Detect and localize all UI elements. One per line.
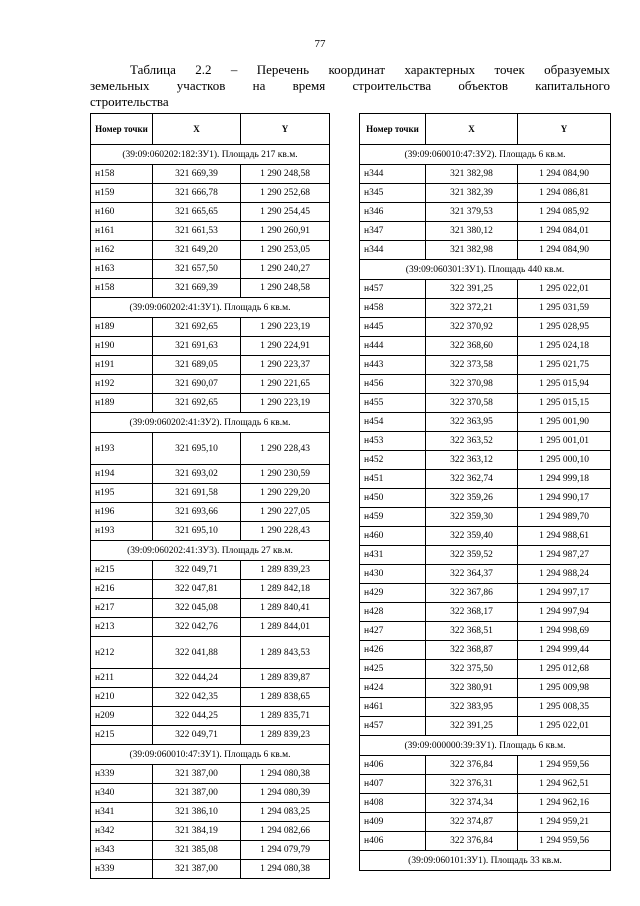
section-title: (39:09:000000:39:ЗУ1). Площадь 6 кв.м. [360, 736, 611, 756]
y-coordinate-cell: 1 294 084,90 [518, 165, 611, 184]
x-coordinate-cell: 321 387,00 [153, 784, 241, 803]
x-coordinate-cell: 322 370,98 [426, 375, 518, 394]
table-row [91, 803, 330, 822]
x-coordinate-cell: 321 382,98 [426, 241, 518, 260]
table-row [91, 279, 330, 298]
section-header-row [91, 745, 330, 765]
table-row [360, 584, 611, 603]
table-row [91, 484, 330, 503]
table-row [91, 260, 330, 279]
table-row [360, 222, 611, 241]
y-coordinate-cell: 1 295 021,75 [518, 356, 611, 375]
table-row [360, 775, 611, 794]
table-row [91, 784, 330, 803]
table-row [91, 184, 330, 203]
point-number-cell: н339 [91, 765, 153, 784]
y-coordinate-cell: 1 289 844,01 [241, 618, 330, 637]
table-row [360, 565, 611, 584]
caption-line: земельных участков на время строительства объектов капитального [90, 78, 610, 93]
table-row [91, 841, 330, 860]
x-coordinate-cell: 322 373,58 [426, 356, 518, 375]
x-coordinate-cell: 321 693,02 [153, 465, 241, 484]
y-coordinate-cell: 1 294 083,25 [241, 803, 330, 822]
x-coordinate-cell: 322 362,74 [426, 470, 518, 489]
y-coordinate-cell: 1 289 835,71 [241, 707, 330, 726]
point-number-cell: н452 [360, 451, 426, 470]
point-number-cell: н451 [360, 470, 426, 489]
table-row [360, 432, 611, 451]
y-coordinate-cell: 1 294 079,79 [241, 841, 330, 860]
y-coordinate-cell: 1 289 843,53 [241, 637, 330, 669]
y-coordinate-cell: 1 290 228,43 [241, 522, 330, 541]
section-title: (39:09:060202:41:ЗУ2). Площадь 6 кв.м. [91, 413, 330, 433]
table-row [360, 794, 611, 813]
point-number-cell: н409 [360, 813, 426, 832]
x-coordinate-cell: 321 691,58 [153, 484, 241, 503]
point-number-cell: н347 [360, 222, 426, 241]
table-row [360, 489, 611, 508]
table-row [91, 241, 330, 260]
x-coordinate-cell: 322 383,95 [426, 698, 518, 717]
x-coordinate-cell: 322 368,17 [426, 603, 518, 622]
point-number-cell: н216 [91, 580, 153, 599]
table-row [91, 433, 330, 465]
table-row [360, 717, 611, 736]
point-number-cell: н428 [360, 603, 426, 622]
point-number-cell: н429 [360, 584, 426, 603]
point-number-cell: н459 [360, 508, 426, 527]
x-coordinate-cell: 321 649,20 [153, 241, 241, 260]
y-coordinate-cell: 1 294 962,51 [518, 775, 611, 794]
y-coordinate-cell: 1 290 229,20 [241, 484, 330, 503]
y-coordinate-cell: 1 294 080,38 [241, 765, 330, 784]
y-coordinate-cell: 1 294 085,92 [518, 203, 611, 222]
y-coordinate-cell: 1 290 252,68 [241, 184, 330, 203]
y-coordinate-cell: 1 289 842,18 [241, 580, 330, 599]
table-row [360, 641, 611, 660]
section-header-row [360, 851, 611, 871]
x-coordinate-cell: 322 391,25 [426, 280, 518, 299]
y-coordinate-cell: 1 294 997,17 [518, 584, 611, 603]
y-coordinate-cell: 1 295 015,15 [518, 394, 611, 413]
point-number-cell: н444 [360, 337, 426, 356]
table-row [91, 203, 330, 222]
section-title: (39:09:060301:ЗУ1). Площадь 440 кв.м. [360, 260, 611, 280]
point-number-cell: н196 [91, 503, 153, 522]
point-number-cell: н159 [91, 184, 153, 203]
point-number-cell: н193 [91, 522, 153, 541]
x-coordinate-cell: 321 385,08 [153, 841, 241, 860]
table-row [360, 546, 611, 565]
y-coordinate-cell: 1 294 999,18 [518, 470, 611, 489]
table-row [91, 503, 330, 522]
table-header-row [91, 114, 330, 145]
x-coordinate-cell: 321 387,00 [153, 765, 241, 784]
point-number-cell: н445 [360, 318, 426, 337]
point-number-cell: н215 [91, 561, 153, 580]
x-coordinate-cell: 322 049,71 [153, 561, 241, 580]
x-coordinate-cell: 322 370,92 [426, 318, 518, 337]
x-coordinate-cell: 321 379,53 [426, 203, 518, 222]
table-row [360, 356, 611, 375]
y-coordinate-cell: 1 294 988,61 [518, 527, 611, 546]
table-row [360, 375, 611, 394]
point-number-cell: н209 [91, 707, 153, 726]
y-coordinate-cell: 1 290 224,91 [241, 337, 330, 356]
y-coordinate-cell: 1 295 012,68 [518, 660, 611, 679]
point-number-cell: н194 [91, 465, 153, 484]
x-coordinate-cell: 321 382,39 [426, 184, 518, 203]
x-coordinate-cell: 322 044,24 [153, 669, 241, 688]
x-coordinate-cell: 321 386,10 [153, 803, 241, 822]
y-coordinate-cell: 1 294 084,01 [518, 222, 611, 241]
y-coordinate-cell: 1 290 221,65 [241, 375, 330, 394]
table-row [91, 765, 330, 784]
point-number-cell: н408 [360, 794, 426, 813]
point-number-cell: н215 [91, 726, 153, 745]
x-coordinate-cell: 322 370,58 [426, 394, 518, 413]
table-row [360, 679, 611, 698]
y-coordinate-cell: 1 294 959,56 [518, 832, 611, 851]
section-header-row [91, 413, 330, 433]
point-number-cell: н158 [91, 279, 153, 298]
x-coordinate-cell: 321 669,39 [153, 279, 241, 298]
table-row [91, 726, 330, 745]
point-number-cell: н431 [360, 546, 426, 565]
table-row [91, 222, 330, 241]
y-coordinate-cell: 1 295 022,01 [518, 280, 611, 299]
table-row [91, 561, 330, 580]
y-coordinate-cell: 1 295 001,90 [518, 413, 611, 432]
y-coordinate-cell: 1 294 086,81 [518, 184, 611, 203]
point-number-cell: н192 [91, 375, 153, 394]
x-coordinate-cell: 322 375,50 [426, 660, 518, 679]
table-body [360, 145, 611, 871]
x-coordinate-cell: 322 363,95 [426, 413, 518, 432]
point-number-cell: н162 [91, 241, 153, 260]
x-coordinate-cell: 322 368,60 [426, 337, 518, 356]
point-number-cell: н424 [360, 679, 426, 698]
y-coordinate-cell: 1 294 959,56 [518, 756, 611, 775]
header-point-number: Номер точки [360, 114, 426, 145]
x-coordinate-cell: 322 359,26 [426, 489, 518, 508]
x-coordinate-cell: 322 374,34 [426, 794, 518, 813]
section-title: (39:09:060202:41:ЗУ1). Площадь 6 кв.м. [91, 298, 330, 318]
y-coordinate-cell: 1 289 839,23 [241, 726, 330, 745]
x-coordinate-cell: 322 363,12 [426, 451, 518, 470]
y-coordinate-cell: 1 290 248,58 [241, 165, 330, 184]
x-coordinate-cell: 321 380,12 [426, 222, 518, 241]
x-coordinate-cell: 322 041,88 [153, 637, 241, 669]
x-coordinate-cell: 322 376,84 [426, 832, 518, 851]
x-coordinate-cell: 321 382,98 [426, 165, 518, 184]
point-number-cell: н346 [360, 203, 426, 222]
point-number-cell: н341 [91, 803, 153, 822]
section-title: (39:09:060010:47:ЗУ2). Площадь 6 кв.м. [360, 145, 611, 165]
table-row [360, 527, 611, 546]
section-title: (39:09:060202:182:ЗУ1). Площадь 217 кв.м. [91, 145, 330, 165]
point-number-cell: н457 [360, 717, 426, 736]
x-coordinate-cell: 321 692,65 [153, 318, 241, 337]
point-number-cell: н461 [360, 698, 426, 717]
x-coordinate-cell: 322 044,25 [153, 707, 241, 726]
table-row [91, 669, 330, 688]
point-number-cell: н455 [360, 394, 426, 413]
table-row [360, 165, 611, 184]
section-title: (39:09:060010:47:ЗУ1). Площадь 6 кв.м. [91, 745, 330, 765]
x-coordinate-cell: 322 045,08 [153, 599, 241, 618]
y-coordinate-cell: 1 294 990,17 [518, 489, 611, 508]
x-coordinate-cell: 322 359,40 [426, 527, 518, 546]
point-number-cell: н343 [91, 841, 153, 860]
y-coordinate-cell: 1 294 989,70 [518, 508, 611, 527]
y-coordinate-cell: 1 294 987,27 [518, 546, 611, 565]
table-row [360, 622, 611, 641]
point-number-cell: н407 [360, 775, 426, 794]
table-row [91, 375, 330, 394]
table-row [360, 184, 611, 203]
table-row [91, 580, 330, 599]
point-number-cell: н406 [360, 832, 426, 851]
y-coordinate-cell: 1 294 999,44 [518, 641, 611, 660]
x-coordinate-cell: 322 374,87 [426, 813, 518, 832]
y-coordinate-cell: 1 295 028,95 [518, 318, 611, 337]
table-row [360, 660, 611, 679]
point-number-cell: н345 [360, 184, 426, 203]
point-number-cell: н453 [360, 432, 426, 451]
y-coordinate-cell: 1 294 998,69 [518, 622, 611, 641]
x-coordinate-cell: 322 042,76 [153, 618, 241, 637]
table-row [360, 698, 611, 717]
y-coordinate-cell: 1 295 024,18 [518, 337, 611, 356]
table-row [91, 318, 330, 337]
y-coordinate-cell: 1 295 000,10 [518, 451, 611, 470]
y-coordinate-cell: 1 294 988,24 [518, 565, 611, 584]
section-header-row [91, 145, 330, 165]
point-number-cell: н450 [360, 489, 426, 508]
y-coordinate-cell: 1 290 228,43 [241, 433, 330, 465]
y-coordinate-cell: 1 294 962,16 [518, 794, 611, 813]
y-coordinate-cell: 1 290 254,45 [241, 203, 330, 222]
x-coordinate-cell: 322 376,84 [426, 756, 518, 775]
point-number-cell: н189 [91, 318, 153, 337]
section-header-row [360, 260, 611, 280]
y-coordinate-cell: 1 290 223,37 [241, 356, 330, 375]
y-coordinate-cell: 1 295 022,01 [518, 717, 611, 736]
y-coordinate-cell: 1 290 223,19 [241, 394, 330, 413]
table-row [360, 756, 611, 775]
table-row [360, 337, 611, 356]
x-coordinate-cell: 321 384,19 [153, 822, 241, 841]
point-number-cell: н344 [360, 241, 426, 260]
point-number-cell: н406 [360, 756, 426, 775]
point-number-cell: н426 [360, 641, 426, 660]
y-coordinate-cell: 1 290 240,27 [241, 260, 330, 279]
table-row [360, 241, 611, 260]
point-number-cell: н210 [91, 688, 153, 707]
x-coordinate-cell: 321 387,00 [153, 860, 241, 879]
coordinates-table-left [90, 113, 330, 879]
y-coordinate-cell: 1 294 997,94 [518, 603, 611, 622]
point-number-cell: н425 [360, 660, 426, 679]
table-row [360, 394, 611, 413]
point-number-cell: н217 [91, 599, 153, 618]
x-coordinate-cell: 322 047,81 [153, 580, 241, 599]
table-row [360, 299, 611, 318]
x-coordinate-cell: 322 376,31 [426, 775, 518, 794]
y-coordinate-cell: 1 290 230,59 [241, 465, 330, 484]
x-coordinate-cell: 322 049,71 [153, 726, 241, 745]
x-coordinate-cell: 322 359,52 [426, 546, 518, 565]
table-body [91, 145, 330, 879]
point-number-cell: н339 [91, 860, 153, 879]
point-number-cell: н189 [91, 394, 153, 413]
x-coordinate-cell: 322 363,52 [426, 432, 518, 451]
point-number-cell: н427 [360, 622, 426, 641]
x-coordinate-cell: 321 661,53 [153, 222, 241, 241]
x-coordinate-cell: 322 372,21 [426, 299, 518, 318]
table-caption [90, 62, 610, 110]
table-row [360, 413, 611, 432]
section-title: (39:09:060202:41:ЗУ3). Площадь 27 кв.м. [91, 541, 330, 561]
y-coordinate-cell: 1 290 227,05 [241, 503, 330, 522]
table-header-row [360, 114, 611, 145]
x-coordinate-cell: 322 367,86 [426, 584, 518, 603]
point-number-cell: н160 [91, 203, 153, 222]
table-row [91, 618, 330, 637]
caption-line: Таблица 2.2 – Перечень координат характерных точек образуемых [130, 62, 610, 77]
table-row [91, 822, 330, 841]
point-number-cell: н443 [360, 356, 426, 375]
y-coordinate-cell: 1 294 084,90 [518, 241, 611, 260]
table-row [360, 451, 611, 470]
point-number-cell: н460 [360, 527, 426, 546]
point-number-cell: н161 [91, 222, 153, 241]
point-number-cell: н457 [360, 280, 426, 299]
x-coordinate-cell: 322 368,51 [426, 622, 518, 641]
table-row [91, 522, 330, 541]
point-number-cell: н430 [360, 565, 426, 584]
point-number-cell: н158 [91, 165, 153, 184]
section-header-row [360, 736, 611, 756]
y-coordinate-cell: 1 294 082,66 [241, 822, 330, 841]
point-number-cell: н190 [91, 337, 153, 356]
x-coordinate-cell: 321 690,07 [153, 375, 241, 394]
x-coordinate-cell: 322 380,91 [426, 679, 518, 698]
x-coordinate-cell: 322 368,87 [426, 641, 518, 660]
x-coordinate-cell: 321 665,65 [153, 203, 241, 222]
section-header-row [91, 298, 330, 318]
x-coordinate-cell: 321 692,65 [153, 394, 241, 413]
y-coordinate-cell: 1 290 248,58 [241, 279, 330, 298]
point-number-cell: н213 [91, 618, 153, 637]
table-row [91, 165, 330, 184]
point-number-cell: н211 [91, 669, 153, 688]
point-number-cell: н193 [91, 433, 153, 465]
point-number-cell: н212 [91, 637, 153, 669]
y-coordinate-cell: 1 289 839,87 [241, 669, 330, 688]
table-row [360, 832, 611, 851]
x-coordinate-cell: 321 691,63 [153, 337, 241, 356]
table-row [91, 337, 330, 356]
y-coordinate-cell: 1 295 001,01 [518, 432, 611, 451]
y-coordinate-cell: 1 295 015,94 [518, 375, 611, 394]
x-coordinate-cell: 322 042,35 [153, 688, 241, 707]
y-coordinate-cell: 1 294 080,38 [241, 860, 330, 879]
point-number-cell: н163 [91, 260, 153, 279]
table-row [360, 813, 611, 832]
table-row [91, 688, 330, 707]
page-number: 77 [314, 38, 326, 50]
x-coordinate-cell: 322 364,37 [426, 565, 518, 584]
x-coordinate-cell: 321 689,05 [153, 356, 241, 375]
point-number-cell: н456 [360, 375, 426, 394]
table-row [91, 637, 330, 669]
table-row [91, 465, 330, 484]
y-coordinate-cell: 1 295 009,98 [518, 679, 611, 698]
y-coordinate-cell: 1 294 959,21 [518, 813, 611, 832]
table-row [360, 508, 611, 527]
y-coordinate-cell: 1 295 031,59 [518, 299, 611, 318]
x-coordinate-cell: 321 669,39 [153, 165, 241, 184]
x-coordinate-cell: 321 695,10 [153, 522, 241, 541]
point-number-cell: н195 [91, 484, 153, 503]
y-coordinate-cell: 1 289 838,65 [241, 688, 330, 707]
y-coordinate-cell: 1 289 840,41 [241, 599, 330, 618]
point-number-cell: н454 [360, 413, 426, 432]
x-coordinate-cell: 321 657,50 [153, 260, 241, 279]
table-row [360, 470, 611, 489]
header-point-number: Номер точки [91, 114, 153, 145]
section-title: (39:09:060101:ЗУ1). Площадь 33 кв.м. [360, 851, 611, 871]
point-number-cell: н344 [360, 165, 426, 184]
y-coordinate-cell: 1 294 080,39 [241, 784, 330, 803]
caption-line: строительства [90, 94, 169, 109]
table-row [91, 707, 330, 726]
header-x: X [426, 114, 518, 145]
section-header-row [360, 145, 611, 165]
table-row [360, 603, 611, 622]
y-coordinate-cell: 1 290 253,05 [241, 241, 330, 260]
table-row [91, 599, 330, 618]
x-coordinate-cell: 322 391,25 [426, 717, 518, 736]
point-number-cell: н191 [91, 356, 153, 375]
header-y: Y [518, 114, 611, 145]
table-row [91, 356, 330, 375]
coordinates-table-right [359, 113, 611, 871]
x-coordinate-cell: 322 359,30 [426, 508, 518, 527]
point-number-cell: н340 [91, 784, 153, 803]
x-coordinate-cell: 321 693,66 [153, 503, 241, 522]
y-coordinate-cell: 1 290 260,91 [241, 222, 330, 241]
x-coordinate-cell: 321 666,78 [153, 184, 241, 203]
table-row [360, 203, 611, 222]
section-header-row [91, 541, 330, 561]
point-number-cell: н342 [91, 822, 153, 841]
y-coordinate-cell: 1 289 839,23 [241, 561, 330, 580]
header-y: Y [241, 114, 330, 145]
table-row [360, 318, 611, 337]
table-row [91, 394, 330, 413]
point-number-cell: н458 [360, 299, 426, 318]
header-x: X [153, 114, 241, 145]
table-row [360, 280, 611, 299]
y-coordinate-cell: 1 295 008,35 [518, 698, 611, 717]
x-coordinate-cell: 321 695,10 [153, 433, 241, 465]
y-coordinate-cell: 1 290 223,19 [241, 318, 330, 337]
table-row [91, 860, 330, 879]
